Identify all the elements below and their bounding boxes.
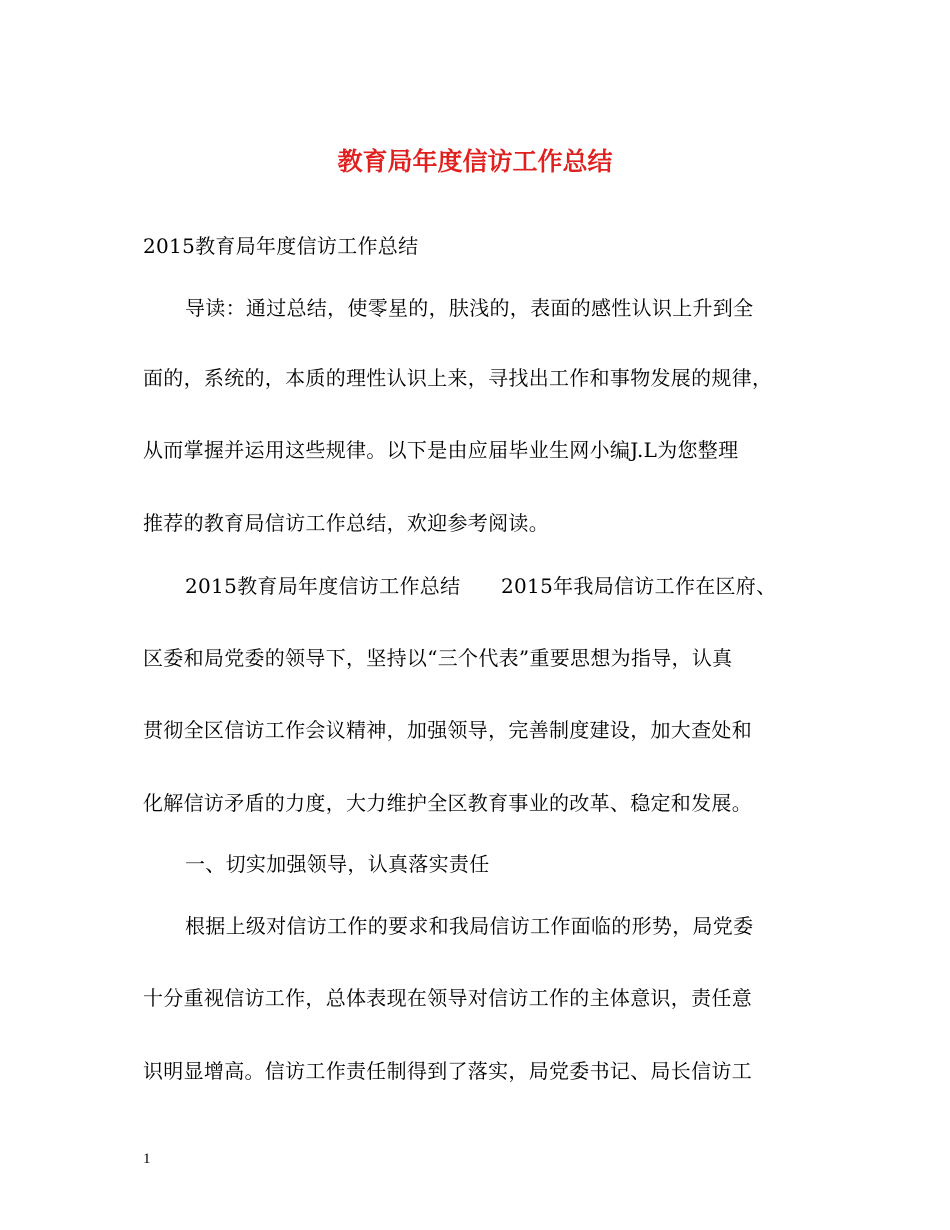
paragraph-line: 区委和局党委的领导下，坚持以“三个代表”重要思想为指导，认真 xyxy=(143,646,733,670)
subtitle-line: 2015教育局年度信访工作总结 xyxy=(143,234,419,258)
section-heading: 一、切实加强领导，认真落实责任 xyxy=(185,852,490,876)
page-number: 1 xyxy=(143,1151,151,1167)
paragraph-line: 从而掌握并运用这些规律。以下是由应届毕业生网小编J.L为您整理 xyxy=(143,438,739,462)
paragraph-line: 贯彻全区信访工作会议精神，加强领导，完善制度建设，加大查处和 xyxy=(143,718,752,742)
document-title: 教育局年度信访工作总结 xyxy=(337,147,613,176)
paragraph-line: 识明显增高。信访工作责任制得到了落实，局党委书记、局长信访工 xyxy=(143,1059,752,1083)
paragraph-line: 推荐的教育局信访工作总结，欢迎参考阅读。 xyxy=(143,511,549,535)
paragraph-line: 2015教育局年度信访工作总结 2015年我局信访工作在区府、 xyxy=(185,574,777,598)
paragraph-line: 导读：通过总结，使零星的，肤浅的，表面的感性认识上升到全 xyxy=(185,296,754,320)
paragraph-line: 化解信访矛盾的力度，大力维护全区教育事业的改革、稳定和发展。 xyxy=(143,791,752,815)
paragraph-line: 根据上级对信访工作的要求和我局信访工作面临的形势，局党委 xyxy=(185,914,754,938)
paragraph-line: 面的，系统的，本质的理性认识上来，寻找出工作和事物发展的规律， xyxy=(143,366,773,390)
paragraph-line: 十分重视信访工作，总体表现在领导对信访工作的主体意识，责任意 xyxy=(143,986,752,1010)
